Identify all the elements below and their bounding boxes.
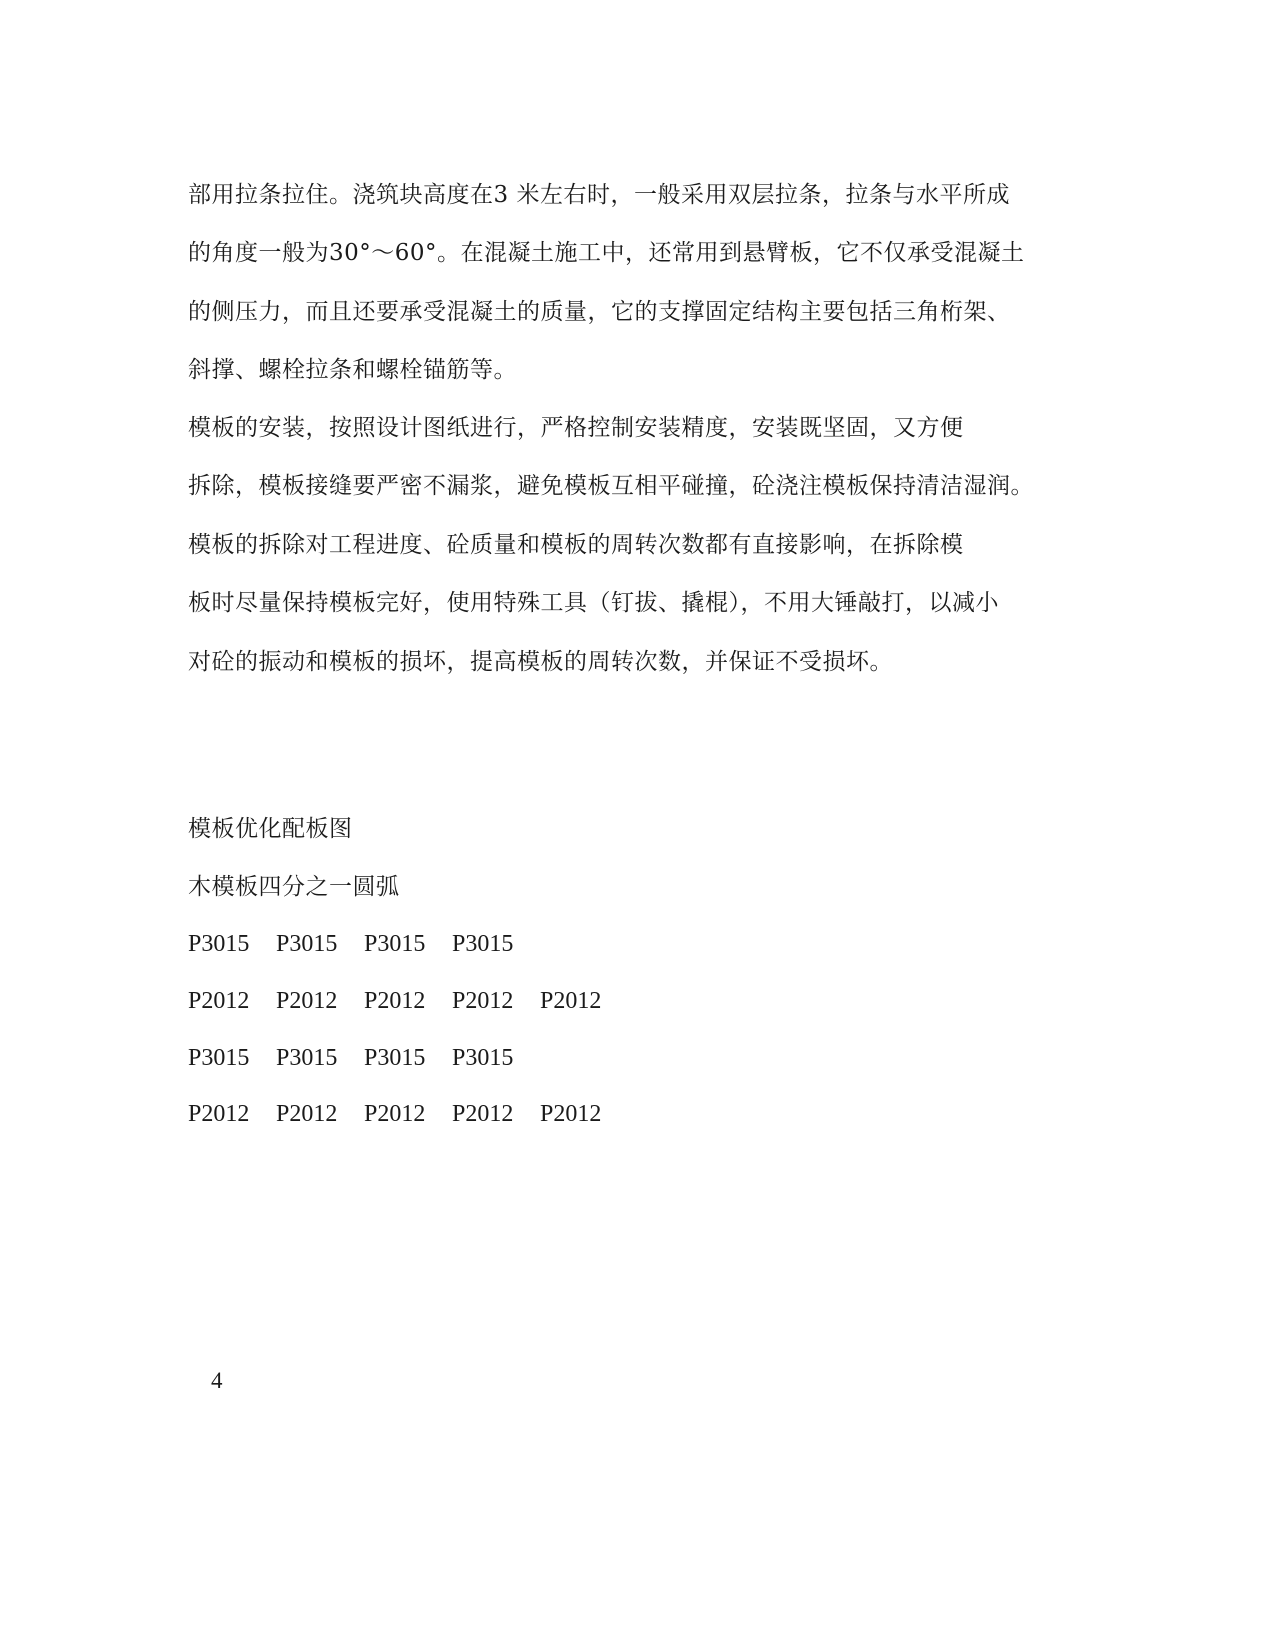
panel-code: P2012	[364, 988, 426, 1014]
panel-code: P3015	[452, 1045, 514, 1071]
paragraph-line: 斜撑、螺栓拉条和螺栓锚筋等。	[188, 357, 517, 383]
panel-code: P2012	[188, 1101, 250, 1127]
panel-code: P2012	[452, 1101, 514, 1127]
panel-code: P2012	[540, 988, 602, 1014]
section-title: 模板优化配板图	[188, 816, 353, 842]
paragraph-line: 拆除，模板接缝要严密不漏浆，避免模板互相平碰撞，砼浇注模板保持清洁湿润。	[188, 473, 1034, 499]
paragraph-line: 模板的安装，按照设计图纸进行，严格控制安装精度，安装既坚固，又方便	[188, 415, 964, 441]
paragraph-line: 模板的拆除对工程进度、砼质量和模板的周转次数都有直接影响，在拆除模	[188, 532, 964, 558]
paragraph-line: 部用拉条拉住。浇筑块高度在3 米左右时，一般采用双层拉条，拉条与水平所成	[188, 182, 1010, 208]
section-subtitle: 木模板四分之一圆弧	[188, 874, 400, 900]
panel-code: P3015	[276, 1045, 338, 1071]
panel-code: P3015	[188, 1045, 250, 1071]
panel-code: P2012	[188, 988, 250, 1014]
panel-code: P3015	[276, 931, 338, 957]
paragraph-line: 的角度一般为30°～60°。在混凝土施工中，还常用到悬臂板，它不仅承受混凝土	[188, 240, 1025, 266]
paragraph-line: 板时尽量保持模板完好，使用特殊工具（钉拔、撬棍），不用大锤敲打，以减小	[188, 590, 999, 616]
panel-code: P3015	[364, 931, 426, 957]
panel-code: P2012	[540, 1101, 602, 1127]
panel-code: P2012	[276, 988, 338, 1014]
paragraph-line: 对砼的振动和模板的损坏，提高模板的周转次数，并保证不受损坏。	[188, 649, 893, 675]
panel-code: P2012	[276, 1101, 338, 1127]
panel-code: P2012	[364, 1101, 426, 1127]
paragraph-line: 的侧压力，而且还要承受混凝土的质量，它的支撑固定结构主要包括三角桁架、	[188, 299, 1011, 325]
panel-code: P3015	[188, 931, 250, 957]
page-number: 4	[211, 1368, 223, 1393]
panel-code: P3015	[364, 1045, 426, 1071]
panel-code: P3015	[452, 931, 514, 957]
panel-code: P2012	[452, 988, 514, 1014]
